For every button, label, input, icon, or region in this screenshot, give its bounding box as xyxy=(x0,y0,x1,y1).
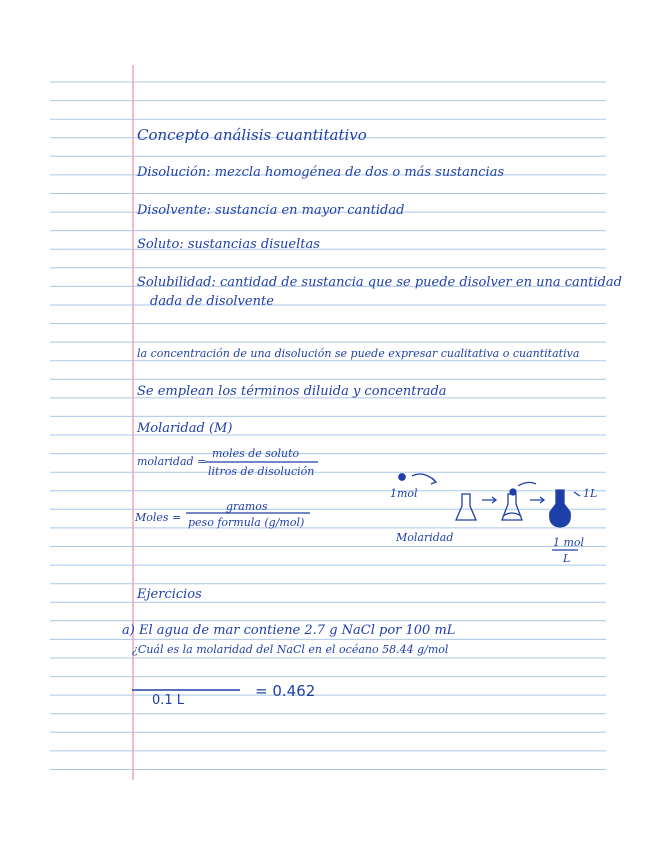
problem-a-line1: a) El agua de mar contiene 2.7 g NaCl por 100 mL xyxy=(122,623,456,638)
ejercicios-heading: Ejercicios xyxy=(137,587,202,602)
soluto-def: Soluto: sustancias disueltas xyxy=(137,237,320,252)
diagram-1l-label: 1L xyxy=(583,487,598,500)
title: Concepto análisis cuantitativo xyxy=(137,126,367,144)
molaridad-numerator: moles de soluto xyxy=(212,447,300,460)
arrow-icon-2 xyxy=(530,497,544,503)
flask-partial-icon xyxy=(502,494,522,520)
diagram-1mol-label: 1mol xyxy=(390,487,418,500)
answer-result: = 0.462 xyxy=(255,682,316,700)
moles-numerator: gramos xyxy=(226,500,268,513)
molaridad-label: molaridad = xyxy=(137,455,207,468)
disolvente-def: Disolvente: sustancia en mayor cantidad xyxy=(137,203,405,218)
flask-empty-icon xyxy=(456,494,476,520)
moles-label: Moles = xyxy=(135,511,182,524)
concentracion-note: la concentración de una disolución se puede expresar cualitativa o cuantitativa xyxy=(137,347,580,360)
answer-denominator: 0.1 L xyxy=(152,693,185,708)
molaridad-denominator: litros de disolución xyxy=(208,465,315,478)
arrow-icon xyxy=(482,497,496,503)
solubilidad-def-line2: dada de disolvente xyxy=(150,294,274,309)
flask-full-icon xyxy=(550,490,571,527)
moles-denominator: peso formula (g/mol) xyxy=(188,516,305,529)
terminos-note: Se emplean los términos diluida y concentrada xyxy=(137,384,447,399)
solubilidad-def-line1: Solubilidad: cantidad de sustancia que se puede disolver en una cantidad xyxy=(137,275,622,290)
diagram-ratio-denominator: L xyxy=(563,552,571,565)
molaridad-heading: Molaridad (M) xyxy=(137,421,233,436)
solute-dot-icon xyxy=(399,474,405,480)
disolucion-def: Disolución: mezcla homogénea de dos o más sustancias xyxy=(137,165,505,180)
diagram-ratio-numerator: 1 mol xyxy=(553,536,585,549)
diagram-molaridad-label: Molaridad xyxy=(396,531,454,544)
problem-a-line2: ¿Cuál es la molaridad del NaCl en el océano 58.44 g/mol xyxy=(132,643,449,656)
dilution-diagram xyxy=(399,474,580,527)
